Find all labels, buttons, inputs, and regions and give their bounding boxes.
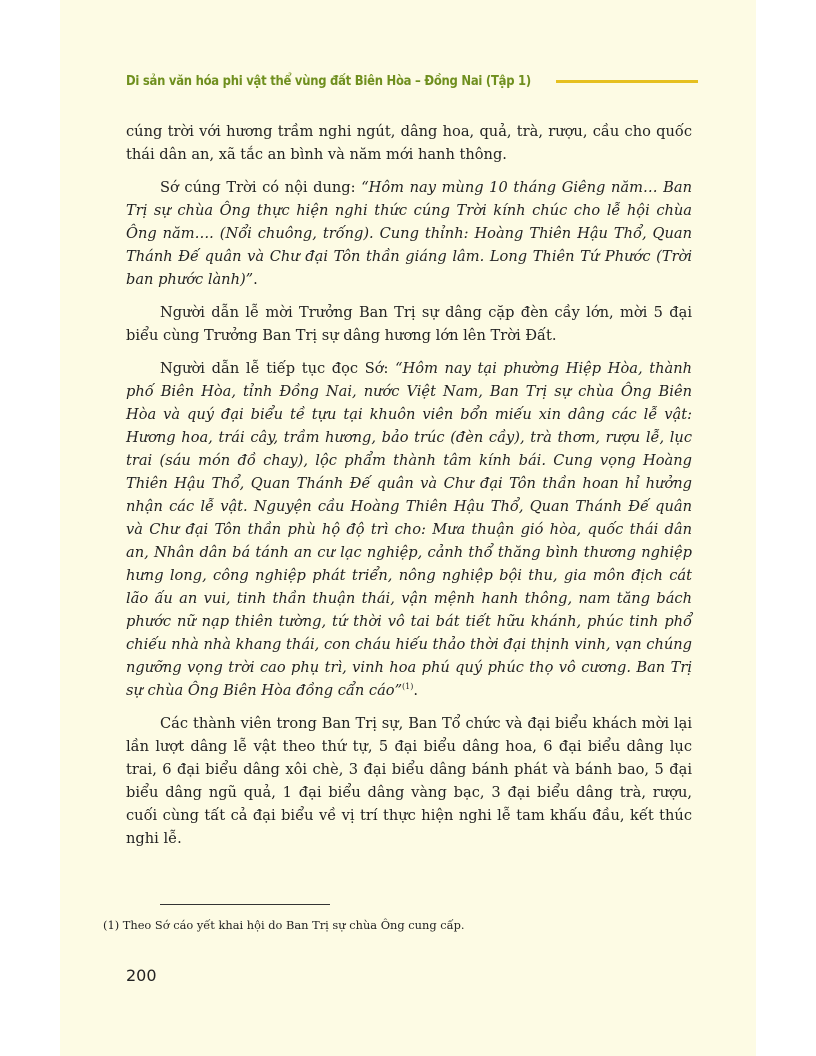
paragraph-4-end: .: [413, 682, 419, 699]
page-number: 200: [126, 966, 157, 985]
body-text: [126, 120, 692, 860]
page: [60, 0, 756, 1056]
paragraph-5: Các thành viên trong Ban Trị sự, Ban Tổ chức và đại biểu khách mời lại lần lượt dâng lễ vật theo thứ tự, 5 đại biểu dâng hoa, 6 đại biểu dâng lục trai, 6 đại biểu dâng xôi chè, 3 đại biểu dâng bánh phát và bánh bao, 5 đại biểu dâng ngũ quả, 1 đại biểu dâng vàng bạc, 3 đại biểu dâng trà, rượu, cuối cùng tất cả đại biểu về vị trí thực hiện nghi lễ tam khấu đầu, kết thúc nghi lễ.: [126, 715, 692, 847]
paragraph-2-end: .: [253, 271, 258, 288]
paragraph-4: [126, 357, 692, 702]
paragraph-2: [126, 176, 692, 291]
paragraph-2-intro: Sớ cúng Trời có nội dung:: [160, 179, 362, 196]
paragraph-1: cúng trời với hương trầm nghi ngút, dâng hoa, quả, trà, rượu, cầu cho quốc thái dân an, xã tắc an bình và năm mới hanh thông.: [126, 123, 692, 163]
footnote: (1) Theo Sớ cáo yết khai hội do Ban Trị sự chùa Ông cung cấp.: [103, 918, 465, 932]
paragraph-2-quote: “Hôm nay mùng 10 tháng Giêng năm… Ban Trị sự chùa Ông thực hiện nghi thức cúng Trời kính chúc cho lễ hội chùa Ông năm…. (Nổi chuông, trống). Cung thỉnh: Hoàng Thiên Hậu Thổ, Quan Thánh Đế quân và Chư đại Tôn thần giáng lâm. Long Thiên Tứ Phước (Trời ban phước lành)”: [126, 179, 692, 288]
footnote-ref: (1): [402, 682, 414, 691]
paragraph-4-quote: “Hôm nay tại phường Hiệp Hòa, thành phố Biên Hòa, tỉnh Đồng Nai, nước Việt Nam, Ban Trị sự chùa Ông Biên Hòa và quý đại biểu tề tựu tại khuôn viên bổn miếu xin dâng các lễ vật: Hương hoa, trái cây, trầm hương, bảo trúc (đèn cầy), trà thơm, rượu lễ, lục trai (sáu món đồ chay), lộc phẩm thành tâm kính bái. Cung vọng Hoàng Thiên Hậu Thổ, Quan Thánh Đế quân và Chư đại Tôn thần hoan hỉ hưởng nhận các lễ vật. Nguyện cầu Hoàng Thiên Hậu Thổ, Quan Thánh Đế quân và Chư đại Tôn thần phù hộ độ trì cho: Mưa thuận gió hòa, quốc thái dân an, Nhân dân bá tánh an cư lạc nghiệp, cảnh thổ thăng bình thương nghiệp hưng long, công nghiệp phát triển, nông nghiệp bội thu, gia môn địch cát lão ấu an vui, tinh thần thuận thái, vận mệnh hanh thông, nam tăng bách phước nữ nạp thiên tường, tứ thời vô tai bát tiết hữu khánh, phúc tinh phổ chiếu nhà nhà khang thái, con cháu hiếu thảo thời đại thịnh vinh, vạn chúng ngưỡng vọng trời cao phụ trì, vinh hoa phú quý phúc thọ vô cương. Ban Trị sự chùa Ông Biên Hòa đồng cẩn cáo”: [126, 360, 692, 699]
running-header: [126, 71, 698, 91]
header-title: Di sản văn hóa phi vật thể vùng đất Biên Hòa – Đồng Nai (Tập 1): [126, 73, 531, 89]
paragraph-3: Người dẫn lễ mời Trưởng Ban Trị sự dâng cặp đèn cầy lớn, mời 5 đại biểu cùng Trưởng Ban Trị sự dâng hương lớn lên Trời Đất.: [126, 304, 692, 344]
footnote-rule: [160, 904, 330, 905]
paragraph-4-intro: Người dẫn lễ tiếp tục đọc Sớ:: [160, 360, 396, 377]
header-rule: [556, 80, 698, 83]
